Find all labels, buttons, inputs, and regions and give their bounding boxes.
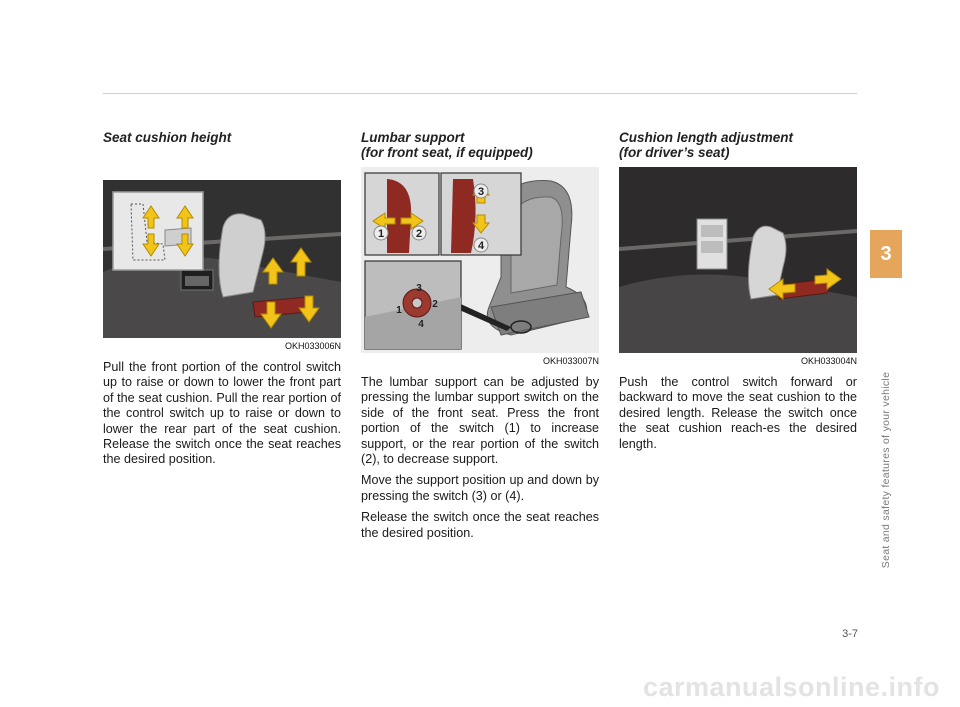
body-paragraph: The lumbar support can be adjusted by pressing the lumbar support switch on the side of the front seat. Press the front portion of the switch (1) to increase support, or the rear portion of the switch (2), to decrease support. [361,375,599,467]
callout-3-switch: 3 [416,283,422,294]
figure-code: OKH033007N [542,356,599,366]
callout-1: 1 [377,228,385,240]
watermark: carmanualsonline.info [642,672,940,702]
body-paragraph: Pull the front portion of the control switch up to raise or down to lower the front part of the seat cushion. Pull the rear portion of the control switch up to raise or down to lower the rear part of the seat cushion. Release the switch once the seat reaches the desired position. [103,360,341,467]
cushion-length-figure [619,167,857,353]
chapter-tab: 3 [870,230,902,278]
page-number: 3-7 [842,628,858,640]
figure-code: OKH033006N [284,341,341,351]
callout-4-switch: 4 [418,319,424,330]
lumbar-support-figure [361,167,599,353]
figure-code: OKH033004N [800,356,857,366]
callout-3: 3 [477,186,485,198]
body-paragraph: Move the support position up and down by pressing the switch (3) or (4). [361,473,599,503]
body-paragraph: Push the control switch forward or backward to move the seat cushion to the desired length. Release the switch once the seat cushion reach-es the desired length. [619,375,857,451]
section-lumbar-support [361,130,599,541]
top-rule [103,93,857,94]
section-cushion-length [619,130,857,452]
body-paragraph: Release the switch once the seat reaches the desired position. [361,510,599,540]
callout-2-switch: 2 [432,299,438,310]
section-heading: Lumbar support (for front seat, if equipped) [361,130,533,160]
chapter-title-text: Seat and safety features of your vehicle [880,371,892,569]
callout-1-switch: 1 [396,305,402,316]
seat-cushion-height-figure [103,152,341,338]
section-heading: Cushion length adjustment (for driver’s seat) [619,130,793,160]
callout-2: 2 [415,228,423,240]
section-heading: Seat cushion height [103,130,232,145]
section-seat-cushion-height [103,130,341,468]
callout-4: 4 [477,240,485,252]
